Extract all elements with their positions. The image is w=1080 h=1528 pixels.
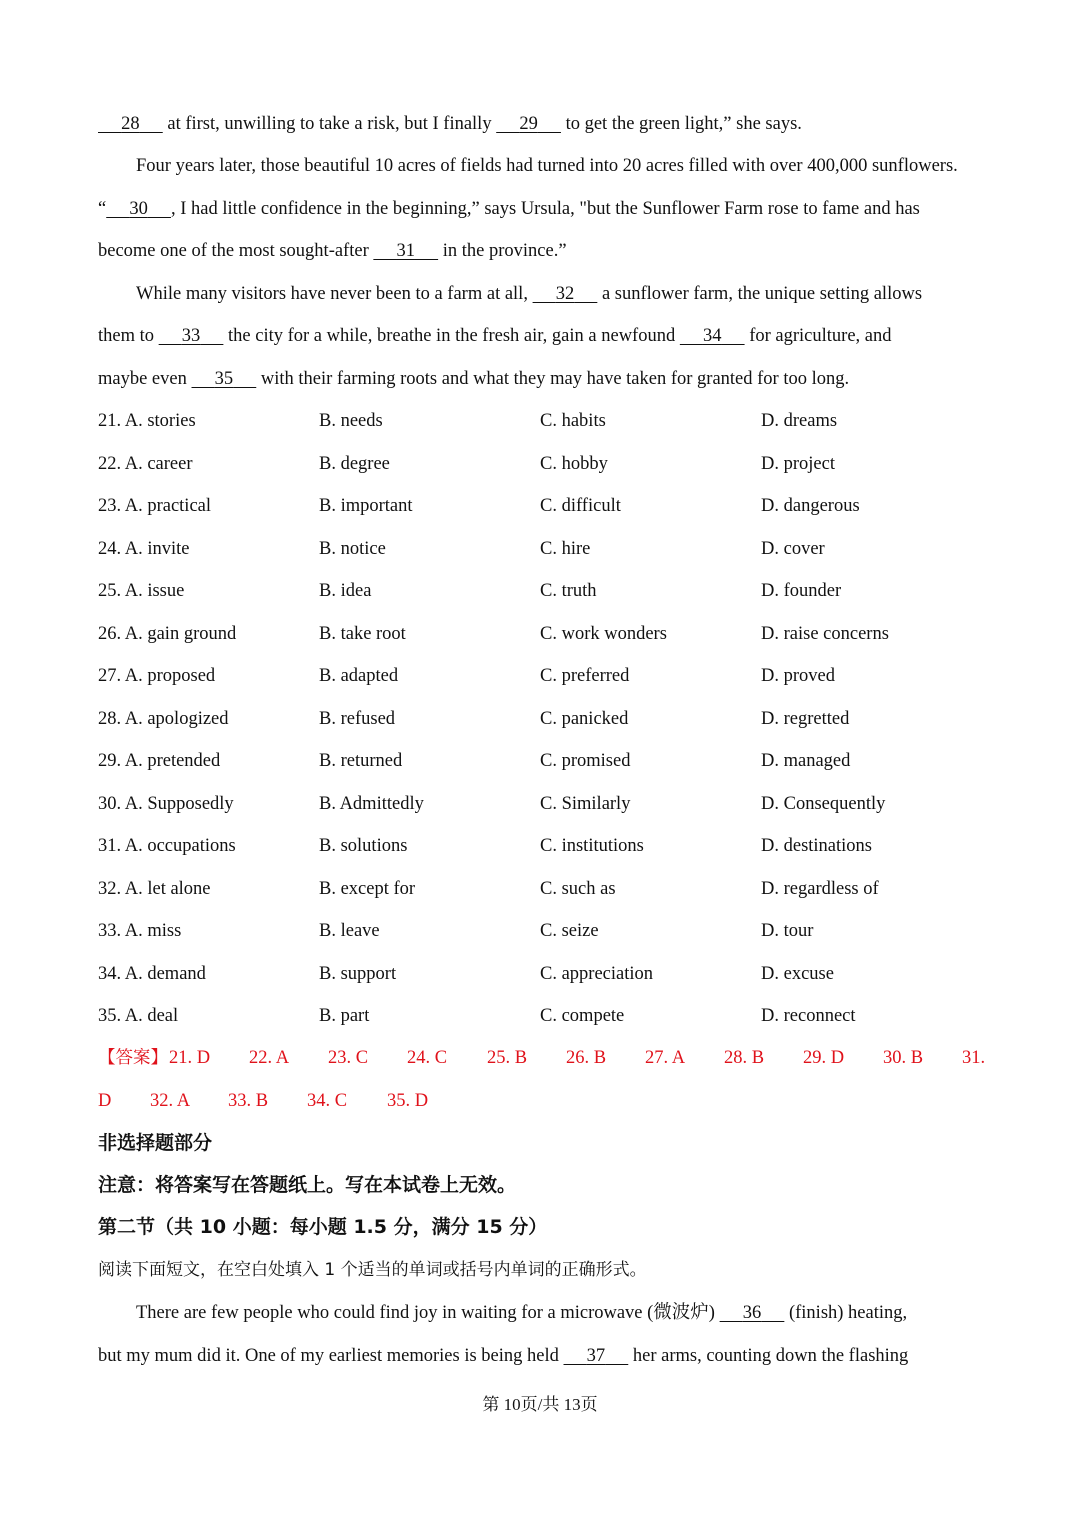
answer-item: 21. D [169,1048,211,1068]
option-row: 33. A. miss B. leave C. seize D. tour [98,921,814,941]
answer-item: 33. B [228,1091,269,1111]
blank-31: 31 [396,241,415,261]
answer-item: 24. C [407,1048,448,1068]
option-row: 27. A. proposed B. adapted C. preferred D. proved [98,666,835,686]
answer-label: 【答案】 [98,1048,168,1068]
passage2-line-2: but my mum did it. One of my earliest memories is being held 37 her arms, counting down the flashing [98,1346,909,1366]
page-footer: 第 10页/共 13页 [482,1395,598,1414]
option-row: 35. A. deal B. part C. compete D. reconnect [98,1006,856,1026]
passage-line-2: Four years later, those beautiful 10 acres of fields had turned into 20 acres filled with over 400,000 sunflowers. [136,156,958,176]
answer-item: D [98,1091,112,1111]
passage-line-6: them to 33 the city for a while, breathe in the fresh air, gain a newfound 34 for agriculture, and [98,326,892,346]
option-row: 23. A. practical B. important C. difficult D. dangerous [98,496,860,516]
option-row: 21. A. stories B. needs C. habits D. dreams [98,411,838,431]
passage-line-7: maybe even 35 with their farming roots and what they may have taken for granted for too long. [98,369,850,389]
passage-line-3: “ 30 , I had little confidence in the beginning,” says Ursula, "but the Sunflower Farm rose to fame and has [98,199,920,219]
answer-item: 26. B [566,1048,607,1068]
blank-36: 36 [742,1303,762,1323]
blank-35: 35 [214,369,234,389]
passage-line-5: While many visitors have never been to a farm at all, 32 a sunflower farm, the unique setting allows [136,284,923,304]
section-instruction: 阅读下面短文，在空白处填入 1 个适当的单词或括号内单词的正确形式。 [98,1260,647,1280]
answer-item: 23. C [328,1048,369,1068]
answer-item: 22. A [249,1048,290,1068]
blank-37: 37 [586,1346,606,1366]
passage-line-4: become one of the most sought-after 31 in the province.” [98,241,567,261]
answer-item: 31. [962,1048,986,1068]
blank-30: 30 [129,199,148,219]
option-row: 31. A. occupations B. solutions C. institutions D. destinations [98,836,872,856]
option-row: 24. A. invite B. notice C. hire D. cover [98,539,825,559]
answer-item: 27. A [645,1048,686,1068]
option-row: 22. A. career B. degree C. hobby D. project [98,454,835,474]
option-row: 26. A. gain ground B. take root C. work wonders D. raise concerns [98,624,889,644]
answer-item: 35. D [387,1091,429,1111]
section-title: 第二节（共 10 小题：每小题 1.5 分，满分 15 分） [98,1216,548,1238]
blank-32: 32 [555,284,575,304]
option-row: 32. A. let alone B. except for C. such as D. regardless of [98,879,879,899]
passage-line-1: 28 at first, unwilling to take a risk, but I finally 29 to get the green light,” she says. [98,112,802,136]
blank-33: 33 [181,326,201,346]
notice-text: 注意：将答案写在答题纸上。写在本试卷上无效。 [98,1174,517,1196]
option-row: 30. A. Supposedly B. Admittedly C. Similarly D. Consequently [98,794,886,814]
passage2-line-1: There are few people who could find joy in waiting for a microwave (微波炉) 36 (finish) heating, [136,1303,908,1323]
answer-item: 29. D [803,1048,845,1068]
option-row: 25. A. issue B. idea C. truth D. founder [98,581,842,601]
option-row: 29. A. pretended B. returned C. promised D. managed [98,751,851,771]
answer-item: 34. C [307,1091,348,1111]
answer-item: 30. B [883,1048,924,1068]
part-heading: 非选择题部分 [98,1132,213,1154]
option-row: 34. A. demand B. support C. appreciation D. excuse [98,964,834,984]
answer-item: 25. B [487,1048,528,1068]
answer-item: 32. A [150,1091,191,1111]
option-row: 28. A. apologized B. refused C. panicked D. regretted [98,709,850,729]
blank-29: 29 [519,114,538,134]
answer-item: 28. B [724,1048,765,1068]
blank-34: 34 [702,326,722,346]
blank-28: 28 [121,114,140,134]
